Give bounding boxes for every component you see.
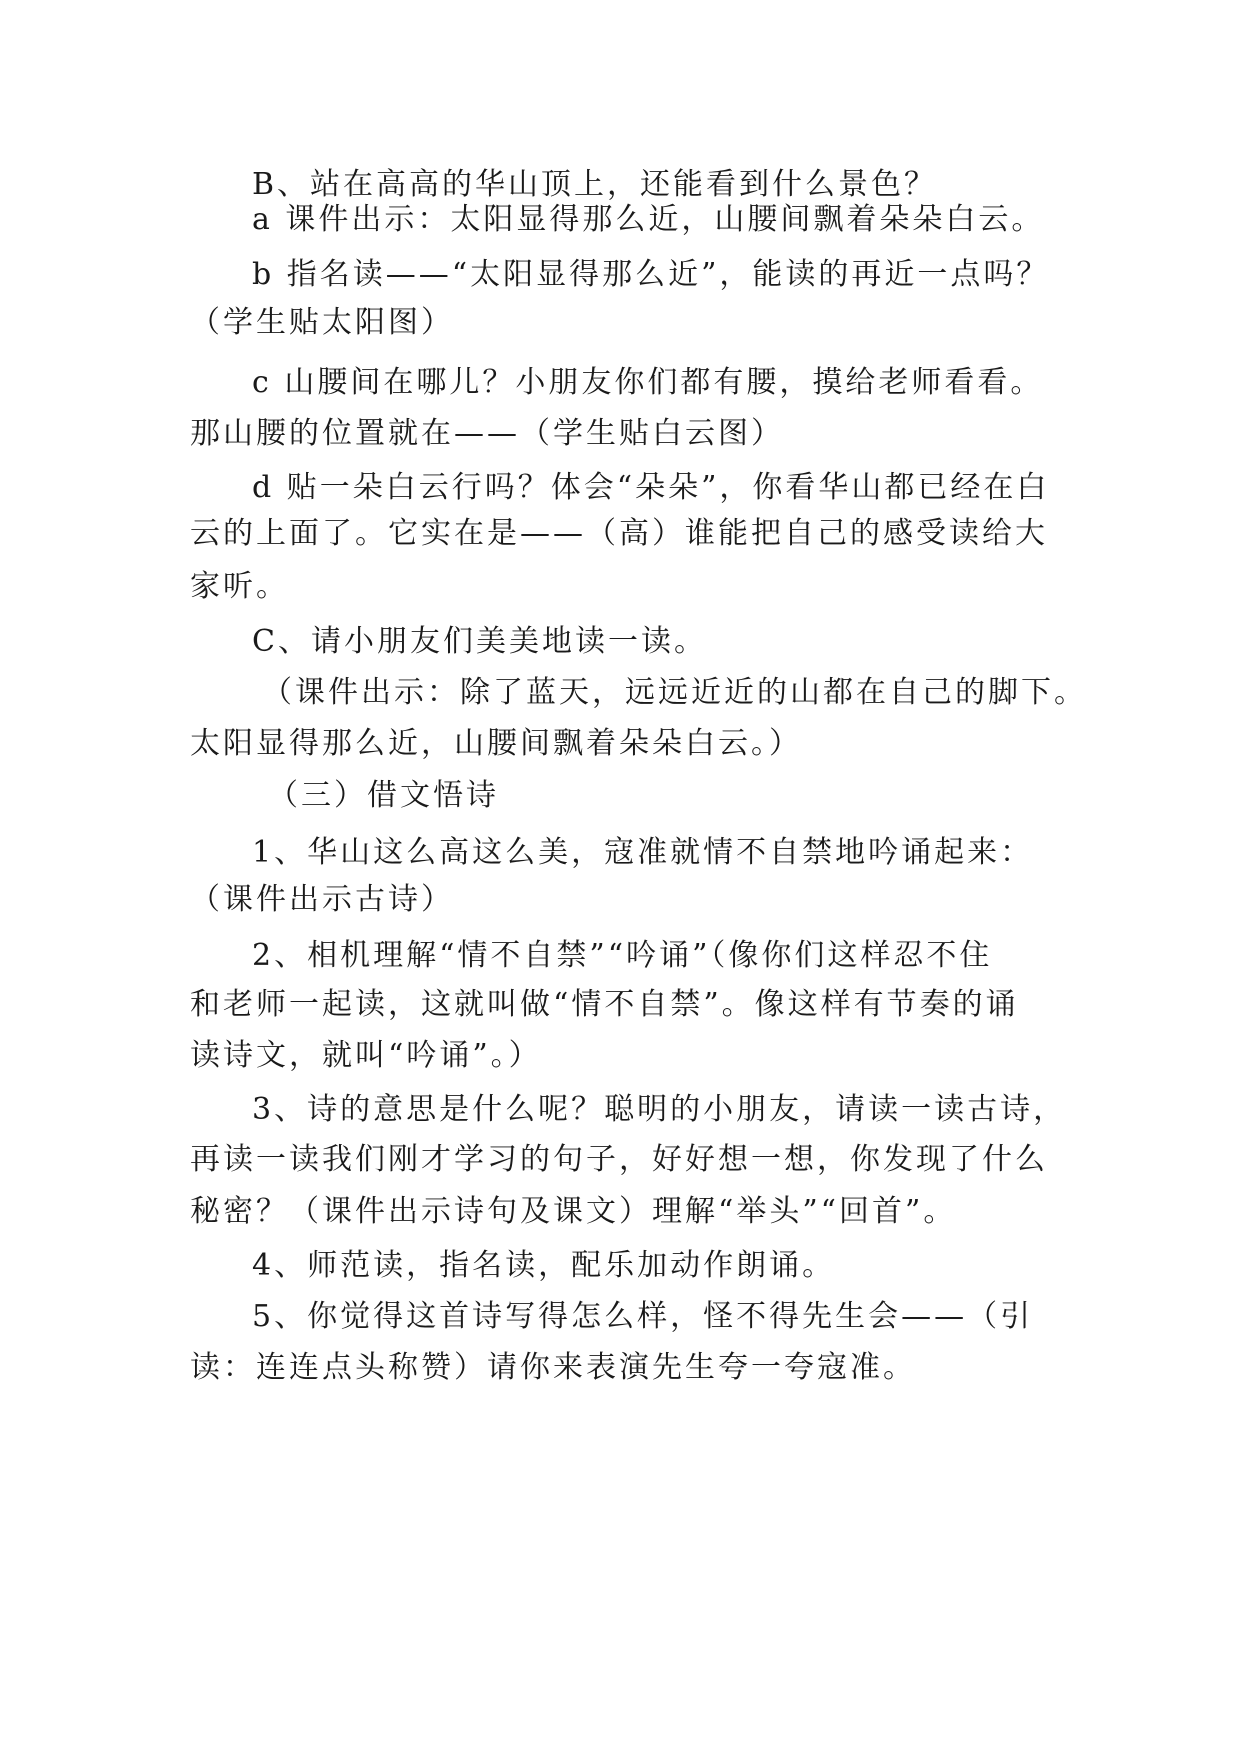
paragraph-line: （课件出示：除了蓝天，远远近近的山都在自己的脚下。 — [262, 675, 1087, 710]
paragraph-line: 和老师一起读，这就叫做“情不自禁”。像这样有节奏的诵 — [190, 987, 1019, 1022]
paragraph-line: 家听。 — [190, 569, 289, 604]
paragraph-line: 1、华山这么高这么美，寇准就情不自禁地吟诵起来： — [252, 835, 1034, 870]
paragraph-line: b 指名读——“太阳显得那么近”，能读的再近一点吗？ — [252, 257, 1050, 292]
paragraph-line: c 山腰间在哪儿？小朋友你们都有腰，摸给老师看看。 — [252, 365, 1044, 400]
paragraph-line: a 课件出示：太阳显得那么近，山腰间飘着朵朵白云。 — [252, 202, 1045, 237]
paragraph-line: C、请小朋友们美美地读一读。 — [252, 624, 707, 659]
paragraph-line: 读诗文，就叫“吟诵”。） — [190, 1038, 542, 1073]
paragraph-line: （课件出示古诗） — [190, 882, 454, 917]
paragraph-line: B、站在高高的华山顶上，还能看到什么景色？ — [252, 167, 938, 202]
paragraph-line: 5、你觉得这首诗写得怎么样，怪不得先生会——（引 — [252, 1299, 1034, 1334]
paragraph-line: 3、诗的意思是什么呢？聪明的小朋友，请读一读古诗， — [252, 1092, 1067, 1127]
paragraph-line: 2、相机理解“情不自禁”“吟诵”（像你们这样忍不住 — [252, 938, 993, 973]
paragraph-line: 再读一读我们刚才学习的句子，好好想一想，你发现了什么 — [190, 1142, 1048, 1177]
paragraph-line: 云的上面了。它实在是——（高）谁能把自己的感受读给大 — [190, 516, 1048, 551]
paragraph-line: 秘密？（课件出示诗句及课文）理解“举头”“回首”。 — [190, 1194, 957, 1229]
paragraph-line: 太阳显得那么近，山腰间飘着朵朵白云。） — [190, 726, 802, 761]
paragraph-line: 4、师范读，指名读，配乐加动作朗诵。 — [252, 1248, 836, 1283]
paragraph-line: （学生贴太阳图） — [190, 305, 454, 340]
paragraph-line: d 贴一朵白云行吗？体会“朵朵”，你看华山都已经在白 — [252, 470, 1050, 505]
paragraph-line: 那山腰的位置就在——（学生贴白云图） — [190, 416, 784, 451]
paragraph-line: 读：连连点头称赞）请你来表演先生夸一夸寇准。 — [190, 1350, 916, 1385]
section-heading: （三）借文悟诗 — [268, 778, 499, 813]
